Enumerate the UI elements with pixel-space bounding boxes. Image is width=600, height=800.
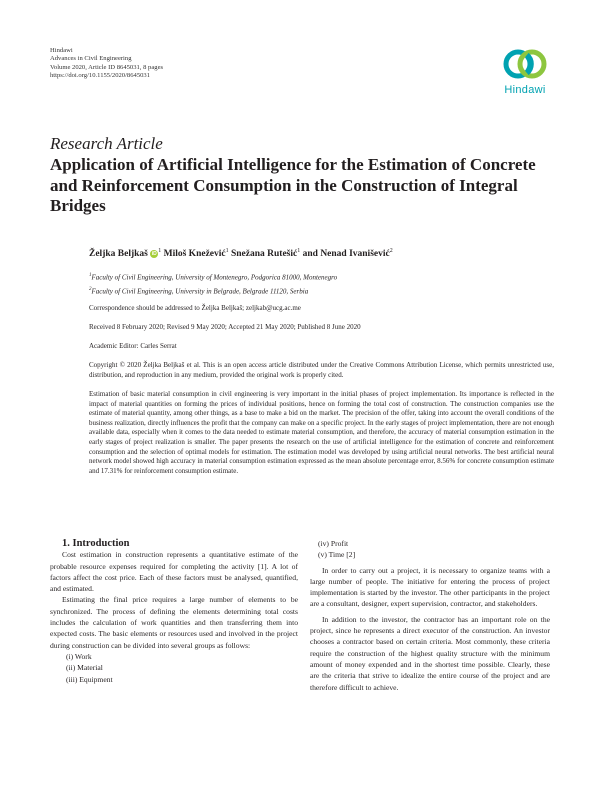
- orcid-icon[interactable]: iD: [151, 251, 157, 258]
- affiliation-item: $^1$Faculty of Civil Engineering, University of Montenegro, Podgorica 81000, Montenegro: [89, 273, 338, 282]
- author-name[interactable]: Željka Beljkaš: [89, 249, 148, 260]
- affiliations: [89, 270, 337, 298]
- list-item: (iv) Profit: [318, 539, 349, 548]
- author-affil-sup: 1: [158, 248, 162, 254]
- author-affil-sup: 1: [297, 248, 301, 254]
- paragraph: Estimating the final price requires a large number of elements to be synchronized. The process of defining the elements determining total costs includes the calculation of work quantities and then transferring them into expected costs. The basic elements or resources used and involved in the project during construction can be divided into several groups as follows:: [50, 595, 298, 650]
- article-dates: Received 8 February 2020; Revised 9 May 2020; Accepted 21 May 2020; Published 8 June 2020: [89, 323, 361, 331]
- author-name[interactable]: Miloš Knežević: [163, 249, 226, 260]
- section-heading: 1. Introduction: [62, 538, 130, 549]
- abstract: Estimation of basic material consumption in civil engineering is very important in the initial phases of project implementation. Its importance is reflected in the impact of material quantities on forming the prices of individual positions, hence on forming the total cost of construction. The construction companies use the estimate of material quantity, among other things, as a base to make a bid on the market. The precision of the offer, taking into account the overall conditions of the business realization, directly influences the profit that the company can make on a specific project. In the early stages of project implementation, there are not enough available data, especially when it comes to the data needed to estimate material consumption, and therefore, the accuracy of material consumption estimation in the early stages of project realization is smaller. The paper presents the research on the use of artificial intelligence for the estimation of concrete and reinforcement consumption and the selection of optimal models for estimation. The estimation model was developed by using artificial neural networks. The best artificial neural network model showed high accuracy in material consumption estimation expressed as the mean absolute percentage error, 8.56% for concrete consumption estimate and 17.31% for reinforcement consumption estimate.: [89, 390, 554, 475]
- paper-title: Application of Artificial Intelligence for the Estimation of Concrete and Reinforcement Consumption in the Construction of Integral Bridges: [50, 155, 536, 215]
- list-item: (ii) Material: [66, 663, 103, 673]
- author-name[interactable]: Nenad Ivanišević: [320, 249, 390, 260]
- journal-meta: [50, 47, 163, 81]
- author-list: [89, 248, 559, 259]
- list-item: (v) Time [2]: [318, 550, 356, 560]
- paragraph: In addition to the investor, the contractor has an important role on the project, since he represents a direct executor of the construction. An investor chooses a contractor based on certain criteria. Most commonly, these criteria require the construction of the highest quality structure with the minimum amount of money expended and in the shortest time possible. Clearly, these are the criteria that strive to idealize the entire course of the project and are therefore difficult to achieve.: [310, 614, 550, 692]
- volume-info: Volume 2020, Article ID 8645031, 8 pages: [50, 63, 164, 71]
- doi-link[interactable]: https://doi.org/10.1155/2020/8645031: [50, 72, 151, 80]
- resource-list: [50, 651, 298, 685]
- author-name[interactable]: Snežana Rutešić: [230, 249, 298, 260]
- correspondence: Correspondence should be addressed to Željka Beljkaš; zeljkab@ucg.ac.me: [89, 304, 301, 312]
- list-item: (iii) Equipment: [66, 674, 113, 684]
- author-and: and: [302, 249, 318, 260]
- paragraph: Cost estimation in construction represents a quantitative estimate of the probable resource expenses required for completing the activity [1]. A lot of factors affect the cost price. Each of these factors must be analysed, quantified, and estimated.: [50, 550, 298, 594]
- journal-name: Advances in Civil Engineering: [50, 55, 132, 63]
- author-affil-sup: 2: [389, 248, 393, 254]
- logo-text: Hindawi: [504, 84, 546, 96]
- author-affil-sup: 1: [225, 248, 229, 254]
- list-item: (i) Work: [66, 651, 92, 661]
- affiliation-item: $^2$Faculty of Civil Engineering, University in Belgrade, Belgrade 11120, Serbia: [89, 286, 309, 296]
- hindawi-logo: [494, 46, 556, 96]
- hindawi-logo-icon: [502, 46, 548, 82]
- left-column: [50, 538, 298, 685]
- resource-list-continued: [310, 538, 550, 561]
- paragraph: In order to carry out a project, it is necessary to organize teams with a large number of people. The initiative for entering the process of project implementation is started by the investor. The other participants in the project are a consultant, designer, expert supervision, contractor, and stakeholders.: [310, 565, 550, 609]
- right-column: [310, 538, 550, 693]
- article-type: Research Article: [50, 134, 163, 153]
- copyright-notice: Copyright © 2020 Željka Beljkaš et al. This is an open access article distributed under the Creative Commons Attribution License, which permits unrestricted use, distribution, and reproduction in any medium, provided the original work is properly cited.: [89, 361, 554, 380]
- academic-editor: Academic Editor: Carles Serrat: [89, 342, 177, 350]
- publisher-name: Hindawi: [50, 47, 73, 54]
